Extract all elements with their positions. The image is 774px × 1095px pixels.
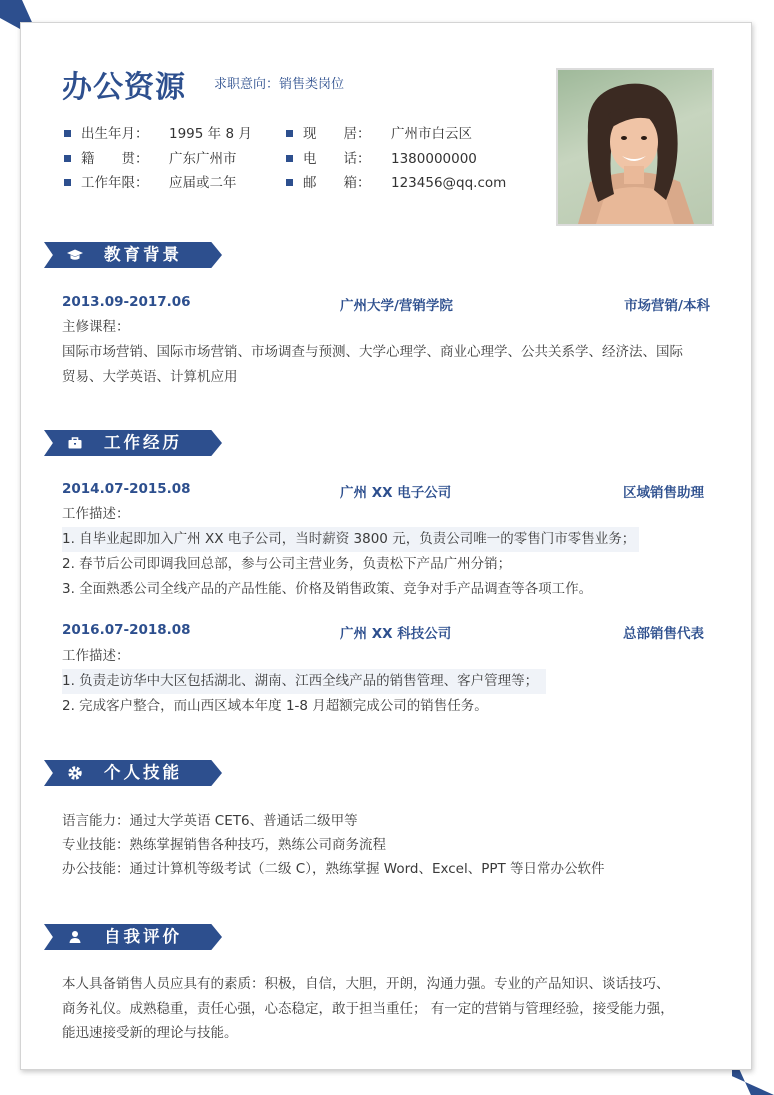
section-title: 自我评价 bbox=[104, 927, 182, 946]
user-icon bbox=[66, 928, 84, 946]
job-desc-item: 1. 负责走访华中大区包括湖北、湖南、江西全线产品的销售管理、客户管理等； bbox=[62, 669, 546, 694]
courses-text-line: 国际市场营销、国际市场营销、市场调查与预测、大学心理学、商业心理学、公共关系学、经济法、国际 bbox=[62, 344, 683, 360]
square-bullet-icon bbox=[64, 130, 71, 137]
section-header-work bbox=[44, 430, 222, 456]
candidate-name: 办公资源 bbox=[62, 70, 186, 105]
portrait-illustration bbox=[558, 70, 712, 224]
job-role: 总部销售代表 bbox=[623, 626, 704, 642]
square-bullet-icon bbox=[286, 155, 293, 162]
info-residence bbox=[286, 124, 472, 144]
section-header-skills bbox=[44, 760, 222, 786]
job-desc-label: 工作描述： bbox=[62, 648, 130, 664]
job-intent: 求职意向：销售类岗位 bbox=[214, 77, 345, 92]
info-label: 出生年月： bbox=[81, 126, 149, 142]
job-company: 广州 XX 科技公司 bbox=[340, 626, 452, 642]
info-label: 电 话： bbox=[303, 151, 371, 167]
graduation-cap-icon bbox=[66, 246, 84, 264]
section-title: 工作经历 bbox=[104, 433, 182, 452]
skill-item: 专业技能：熟练掌握销售各种技巧，熟练公司商务流程 bbox=[62, 837, 386, 853]
info-label: 邮 箱： bbox=[303, 175, 371, 191]
courses-label: 主修课程： bbox=[62, 319, 130, 335]
job-desc-item: 3. 全面熟悉公司全线产品的产品性能、价格及销售政策、竞争对手产品调查等各项工作。 bbox=[62, 581, 593, 597]
info-value: 1380000000 bbox=[391, 151, 477, 167]
skill-item: 办公技能：通过计算机等级考试（二级 C），熟练掌握 Word、Excel、PPT 等日常办公软件 bbox=[62, 861, 605, 877]
education-date: 2013.09-2017.06 bbox=[62, 294, 191, 310]
section-title: 教育背景 bbox=[104, 245, 182, 264]
info-email bbox=[286, 173, 506, 193]
self-evaluation-line: 本人具备销售人员应具有的素质：积极，自信，大胆，开朗，沟通力强。专业的产品知识、谈话技巧、 bbox=[62, 976, 670, 992]
section-header-education bbox=[44, 242, 222, 268]
job-row bbox=[62, 481, 712, 501]
self-evaluation-line: 商务礼仪。成熟稳重，责任心强，心态稳定，敢于担当重任； 有一定的营销与管理经验，接受能力强， bbox=[62, 1001, 674, 1017]
job-desc-item: 2. 完成客户整合，而山西区域本年度 1-8 月超额完成公司的销售任务。 bbox=[62, 698, 488, 714]
info-value: 1995 年 8 月 bbox=[169, 126, 252, 142]
info-label: 籍 贯： bbox=[81, 151, 149, 167]
info-experience bbox=[64, 173, 237, 193]
job-date: 2016.07-2018.08 bbox=[62, 622, 191, 638]
square-bullet-icon bbox=[64, 179, 71, 186]
info-hometown bbox=[64, 149, 237, 169]
skill-item: 语言能力：通过大学英语 CET6、普通话二级甲等 bbox=[62, 813, 358, 829]
education-school: 广州大学/营销学院 bbox=[340, 298, 453, 314]
square-bullet-icon bbox=[64, 155, 71, 162]
education-row bbox=[62, 294, 712, 314]
info-birth bbox=[64, 124, 252, 144]
section-header-self bbox=[44, 924, 222, 950]
job-row bbox=[62, 622, 712, 642]
info-label: 现 居： bbox=[303, 126, 371, 142]
courses-text-line: 贸易、大学英语、计算机应用 bbox=[62, 369, 238, 385]
info-value: 广州市白云区 bbox=[391, 126, 472, 142]
profile-photo bbox=[556, 68, 714, 226]
gear-icon bbox=[66, 764, 84, 782]
job-desc-label: 工作描述： bbox=[62, 506, 130, 522]
section-title: 个人技能 bbox=[104, 763, 182, 782]
info-label: 工作年限： bbox=[81, 175, 149, 191]
briefcase-icon bbox=[66, 434, 84, 452]
job-desc-item: 1. 自毕业起即加入广州 XX 电子公司，当时薪资 3800 元，负责公司唯一的零售门市零售业务； bbox=[62, 527, 639, 552]
job-company: 广州 XX 电子公司 bbox=[340, 485, 452, 501]
square-bullet-icon bbox=[286, 179, 293, 186]
info-value: 广东广州市 bbox=[169, 151, 237, 167]
info-phone bbox=[286, 149, 477, 169]
job-desc-item: 2. 春节后公司即调我回总部，参与公司主营业务，负责松下产品广州分销； bbox=[62, 556, 512, 572]
info-value: 123456@qq.com bbox=[391, 175, 507, 191]
education-major: 市场营销/本科 bbox=[624, 298, 710, 314]
job-role: 区域销售助理 bbox=[623, 485, 704, 501]
square-bullet-icon bbox=[286, 130, 293, 137]
job-date: 2014.07-2015.08 bbox=[62, 481, 191, 497]
self-evaluation-line: 能迅速接受新的理论与技能。 bbox=[62, 1025, 238, 1041]
info-value: 应届或二年 bbox=[169, 175, 237, 191]
